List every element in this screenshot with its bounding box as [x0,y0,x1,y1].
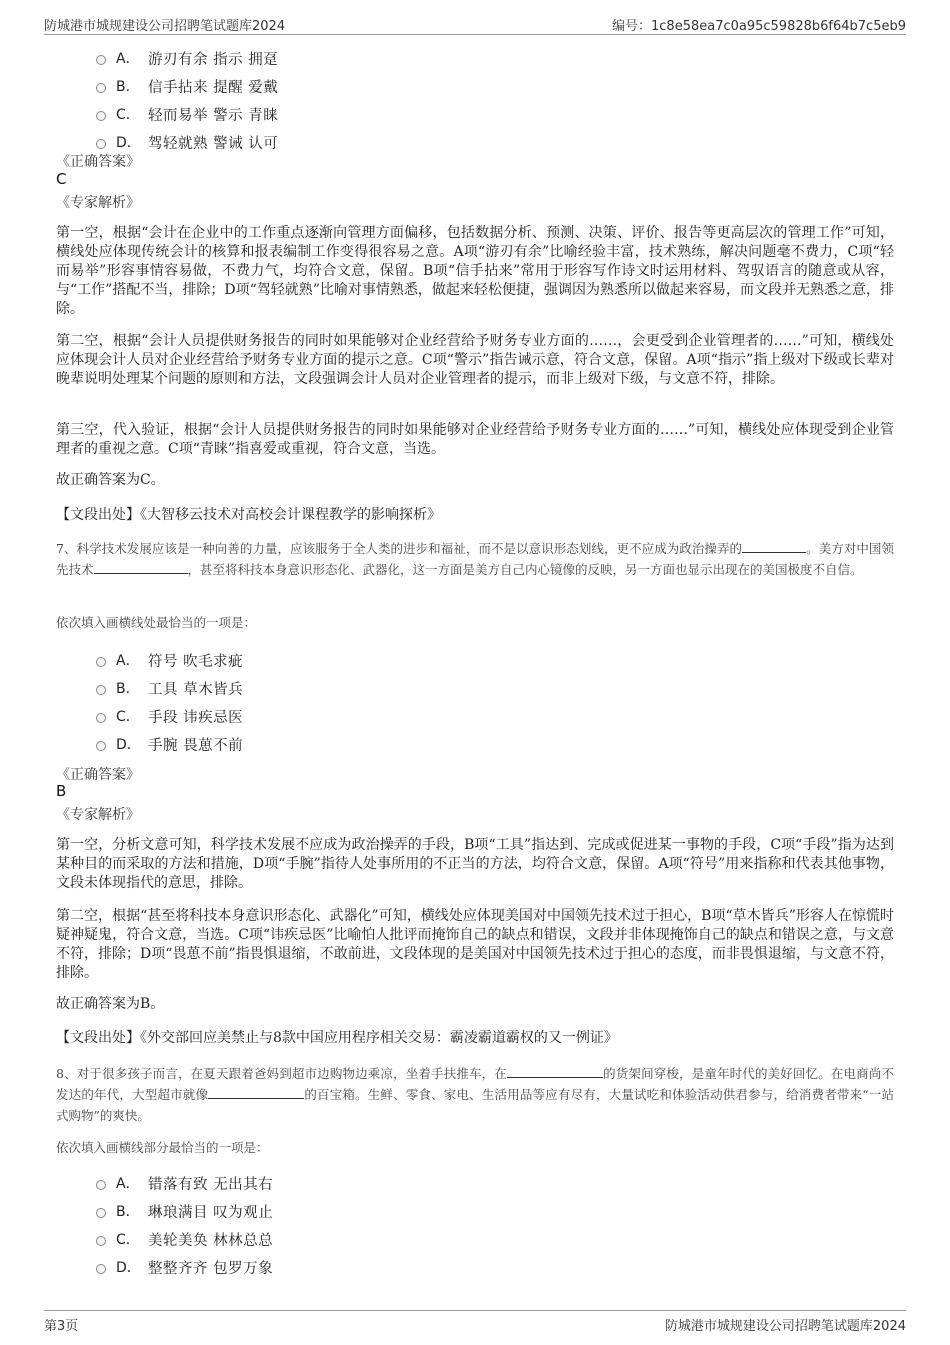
radio-icon[interactable] [96,1180,106,1190]
document-id: 编号：1c8e58ea7c0a95c59828b6f64b7c5eb9 [612,19,906,34]
page-footer [44,1310,906,1333]
radio-icon[interactable] [96,741,106,751]
q7-answer-label: 《正确答案》 [56,767,140,783]
footer-title: 防城港市城规建设公司招聘笔试题库2024 [664,1319,906,1334]
q7-option-a[interactable]: A． 符号 吹毛求疵 [96,646,243,674]
q6-answer: C [56,170,67,188]
q8-options [96,1169,273,1281]
q7-analysis-label: 《专家解析》 [56,807,140,823]
page-number: 第3页 [44,1319,79,1334]
radio-icon[interactable] [96,685,106,695]
header-title: 防城港市城规建设公司招聘笔试题库2024 [44,19,286,34]
q7-analysis-para-1: 第一空，分析文意可知，科学技术发展不应成为政治操弄的手段，B项“工具”指达到、完成或促进某一事物的手段，C项“手段”指为达到某种目的而采取的方法和措施，D项“手腕”指待人处事所用的不正当的方法，均符合文意，保留。A项“符号”用来指称和代表其他事物，文段未体现指代的意思，排除。 [56,837,894,891]
q7-option-d[interactable]: D． 手腕 畏葸不前 [96,730,243,758]
q6-option-a[interactable]: A． 游刃有余 指示 拥趸 [96,44,278,72]
q7-conclusion: 故正确答案为B。 [56,996,165,1012]
q7-option-c[interactable]: C． 手段 讳疾忌医 [96,702,243,730]
blank-line [94,561,188,574]
radio-icon[interactable] [96,657,106,667]
q6-option-c[interactable]: C． 轻而易举 警示 青睐 [96,100,278,128]
blank-line [208,1086,304,1099]
blank-line [742,540,806,553]
radio-icon[interactable] [96,1236,106,1246]
q7-answer: B [56,782,67,800]
q6-analysis-para-1: 第一空，根据“会计在企业中的工作重点逐渐向管理方面偏移，包括数据分析、预测、决策、评价、报告等更高层次的管理工作”可知，横线处应体现传统会计的核算和报表编制工作变得很容易之意。A项“游刃有余”比喻经验丰富，技术熟练，解决问题毫不费力，C项“轻而易举”形容事情容易做，不费力气，均符合文意，保留。B项“信手拈来”常用于形容写作诗文时运用材料、驾驭语言的随意或从容，与“工作”搭配不当，排除；D项“驾轻就熟”比喻对事情熟悉，做起来轻松便捷，强调因为熟悉所以做起来容易，而文段并无熟悉之意，排除。 [56,225,894,317]
page-header [44,12,906,35]
q8-option-a[interactable]: A． 错落有致 无出其右 [96,1169,273,1197]
radio-icon[interactable] [96,713,106,723]
q6-analysis-para-2: 第二空，根据“会计人员提供财务报告的同时如果能够对企业经营给予财务专业方面的……，会更受到企业管理者的……”可知，横线处应体现会计人员对企业经营给予财务专业方面的提示之意。C项“警示”指告诫示意，符合文意，保留。A项“指示”指上级对下级或长辈对晚辈说明处理某个问题的原则和方法，文段强调会计人员对企业管理者的提示，而非上级对下级，与文意不符，排除。 [56,333,894,387]
q7-number: 7、 [56,541,77,556]
radio-icon[interactable] [96,83,106,93]
q8-option-c[interactable]: C． 美轮美奂 林林总总 [96,1225,273,1253]
q6-options [96,44,278,156]
radio-icon[interactable] [96,1208,106,1218]
q8-option-b[interactable]: B． 琳琅满目 叹为观止 [96,1197,273,1225]
q7-stem: 7、科学技术发展应该是一种向善的力量，应该服务于全人类的进步和福祉，而不是以意识形态划线，更不应成为政治操弄的 。美方对中国领先技术 ，甚至将科技本身意识形态化、武器化，这一方面是美方自己内心镜像的反映，另一方面也显示出现在的美国极度不自信。 [56,541,894,577]
q6-analysis-label: 《专家解析》 [56,195,140,211]
radio-icon[interactable] [96,55,106,65]
radio-icon[interactable] [96,139,106,149]
q8-stem: 8、对于很多孩子而言，在夏天跟着爸妈到超市边购物边乘凉，坐着手扶推车，在 的货架间穿梭，是童年时代的美好回忆。在电商尚不发达的年代，大型超市就像 的百宝箱。生鲜、零食、家电、生活用品等应有尽有，大量试吃和体验活动供君参与，给消费者带来“一站式购物”的爽快。 [56,1066,894,1123]
q6-option-d[interactable]: D． 驾轻就熟 警诫 认可 [96,128,278,156]
q7-option-b[interactable]: B． 工具 草木皆兵 [96,674,243,702]
blank-line [507,1065,603,1078]
q6-analysis-para-3: 第三空，代入验证，根据“会计人员提供财务报告的同时如果能够对企业经营给予财务专业方面的……”可知，横线处应体现受到企业管理者的重视之意。C项“青睐”指喜爱或重视，符合文意，当选。 [56,422,894,457]
radio-icon[interactable] [96,111,106,121]
q7-source: 【文段出处】《外交部回应美禁止与8款中国应用程序相关交易：霸凌霸道霸权的又一例证》 [56,1030,618,1046]
q6-conclusion: 故正确答案为C。 [56,472,165,488]
q7-prompt: 依次填入画横线处最恰当的一项是： [56,615,257,630]
q7-analysis-para-2: 第二空，根据“甚至将科技本身意识形态化、武器化”可知，横线处应体现美国对中国领先技术过于担心，B项“草木皆兵”形容人在惊慌时疑神疑鬼，符合文意，当选。C项“讳疾忌医”比喻怕人批评而掩饰自己的缺点和错误，文段并非体现掩饰自己的缺点和错误之意，与文意不符，排除；D项“畏葸不前”指畏惧退缩，不敢前进，文段体现的是美国对中国领先技术过于担心的态度，而非畏惧退缩，与文意不符，排除。 [56,908,894,981]
q8-option-d[interactable]: D． 整整齐齐 包罗万象 [96,1253,273,1281]
q8-number: 8、 [56,1066,77,1081]
q7-options [96,646,243,758]
q6-answer-label: 《正确答案》 [56,154,140,170]
q6-option-b[interactable]: B． 信手拈来 提醒 爱戴 [96,72,278,100]
q8-prompt: 依次填入画横线部分最恰当的一项是： [56,1140,269,1155]
radio-icon[interactable] [96,1264,106,1274]
q6-source: 【文段出处】《大智移云技术对高校会计课程教学的影响探析》 [56,507,441,523]
